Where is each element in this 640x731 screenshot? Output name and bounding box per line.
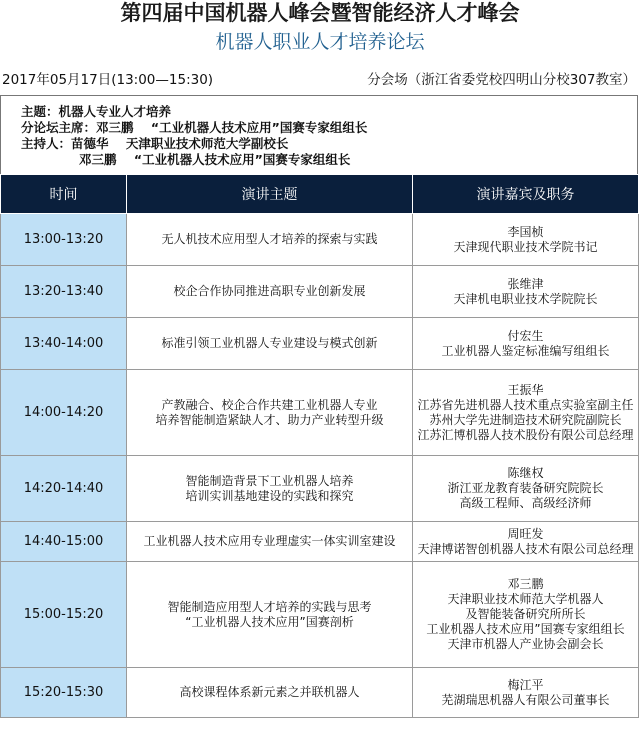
topic-cell	[127, 562, 413, 668]
speaker-title: 高级工程师、高级经济师	[459, 496, 592, 510]
speaker-cell	[413, 668, 639, 718]
table-row	[1, 668, 639, 718]
topic-cell	[127, 370, 413, 456]
chair-line: 分论坛主席：邓三鹏 “工业机器人技术应用”国赛专家组组长	[21, 120, 368, 135]
hosts-box	[0, 95, 638, 174]
speaker-title: 工业机器人技术应用”国赛专家组组长	[426, 622, 625, 636]
speaker-title: 天津博诺智创机器人技术有限公司总经理	[417, 541, 634, 556]
speaker-cell	[413, 214, 639, 266]
theme-line: 主题：机器人专业人才培养	[21, 104, 172, 119]
topic-line: “工业机器人技术应用”国赛剖析	[185, 614, 354, 629]
table-row	[1, 456, 639, 522]
table-row	[1, 562, 639, 668]
topic-line: 培训实训基地建设的实践和探究	[185, 488, 354, 503]
page-title: 第四届中国机器人峰会暨智能经济人才峰会	[120, 1, 520, 25]
table-row	[1, 214, 639, 266]
speaker-name: 梅江平	[507, 677, 544, 692]
speaker-title: 苏州大学先进制造技术研究院副院长	[429, 412, 622, 427]
topic-line: 培养智能制造紧缺人才、助力产业转型升级	[155, 412, 384, 427]
time-cell: 14:20-14:40	[1, 456, 127, 522]
header-time: 时间	[1, 175, 127, 214]
event-venue: 分会场（浙江省委党校四明山分校307教室）	[367, 72, 636, 88]
speaker-title: 江苏汇博机器人技术股份有限公司总经理	[417, 427, 634, 442]
speaker-name: 周旺发	[507, 526, 544, 541]
speaker-name: 张维津	[507, 276, 544, 291]
header-speaker: 演讲嘉宾及职务	[413, 175, 639, 214]
speaker-title: 天津机电职业技术学院院长	[453, 291, 598, 306]
speaker-title: 天津现代职业技术学院书记	[453, 239, 598, 254]
topic-line: 高校课程体系新元素之并联机器人	[179, 685, 360, 699]
time-cell: 15:00-15:20	[1, 562, 127, 668]
speaker-cell	[413, 266, 639, 318]
time-cell: 13:20-13:40	[1, 266, 127, 318]
speaker-title: 天津职业技术师范大学机器人	[447, 592, 604, 606]
speaker-name: 陈继权	[507, 466, 544, 480]
moderator-line: 主持人：苗德华 天津职业技术师范大学副校长	[21, 136, 289, 151]
schedule-body	[1, 214, 639, 718]
topic-line: 工业机器人技术应用专业理虚实一体实训室建设	[143, 534, 396, 548]
speaker-name: 李国桢	[507, 224, 544, 239]
topic-line: 标准引领工业机器人专业建设与模式创新	[161, 336, 378, 350]
topic-cell	[127, 318, 413, 370]
event-datetime: 2017年05月17日(13:00—15:30)	[2, 72, 214, 88]
table-row	[1, 266, 639, 318]
speaker-name: 王振华	[507, 382, 544, 397]
speaker-cell	[413, 456, 639, 522]
topic-line: 智能制造应用型人才培养的实践与思考	[167, 599, 372, 614]
speaker-cell	[413, 370, 639, 456]
time-cell: 14:00-14:20	[1, 370, 127, 456]
time-cell: 14:40-15:00	[1, 522, 127, 562]
page-subtitle: 机器人职业人才培养论坛	[215, 31, 425, 53]
table-row	[1, 318, 639, 370]
topic-line: 智能制造背景下工业机器人培养	[185, 473, 354, 488]
speaker-title: 江苏省先进机器人技术重点实验室副主任	[417, 397, 634, 412]
moderator2-line: 邓三鹏 “工业机器人技术应用”国赛专家组组长	[79, 152, 351, 167]
time-cell: 13:00-13:20	[1, 214, 127, 266]
speaker-title: 天津市机器人产业协会副会长	[447, 637, 604, 651]
table-header-row	[1, 175, 639, 214]
speaker-title: 工业机器人鉴定标准编写组组长	[441, 343, 610, 358]
speaker-title: 及智能装备研究所所长	[465, 607, 586, 621]
table-row	[1, 522, 639, 562]
speaker-name: 付宏生	[507, 328, 544, 343]
speaker-cell	[413, 522, 639, 562]
schedule-table	[0, 174, 639, 718]
speaker-cell	[413, 562, 639, 668]
time-cell: 15:20-15:30	[1, 668, 127, 718]
topic-cell	[127, 456, 413, 522]
header-topic: 演讲主题	[127, 175, 413, 214]
table-row	[1, 370, 639, 456]
topic-line: 产教融合、校企合作共建工业机器人专业	[161, 397, 378, 412]
time-cell: 13:40-14:00	[1, 318, 127, 370]
topic-cell	[127, 214, 413, 266]
speaker-title: 浙江亚龙教育装备研究院院长	[447, 481, 604, 495]
topic-cell	[127, 668, 413, 718]
speaker-cell	[413, 318, 639, 370]
topic-cell	[127, 266, 413, 318]
topic-cell	[127, 522, 413, 562]
speaker-name: 邓三鹏	[507, 577, 544, 591]
speaker-title: 芜湖瑞思机器人有限公司董事长	[441, 692, 610, 707]
event-info	[0, 66, 640, 90]
topic-line: 校企合作协同推进高职专业创新发展	[173, 284, 366, 298]
topic-line: 无人机技术应用型人才培养的探索与实践	[161, 232, 378, 246]
